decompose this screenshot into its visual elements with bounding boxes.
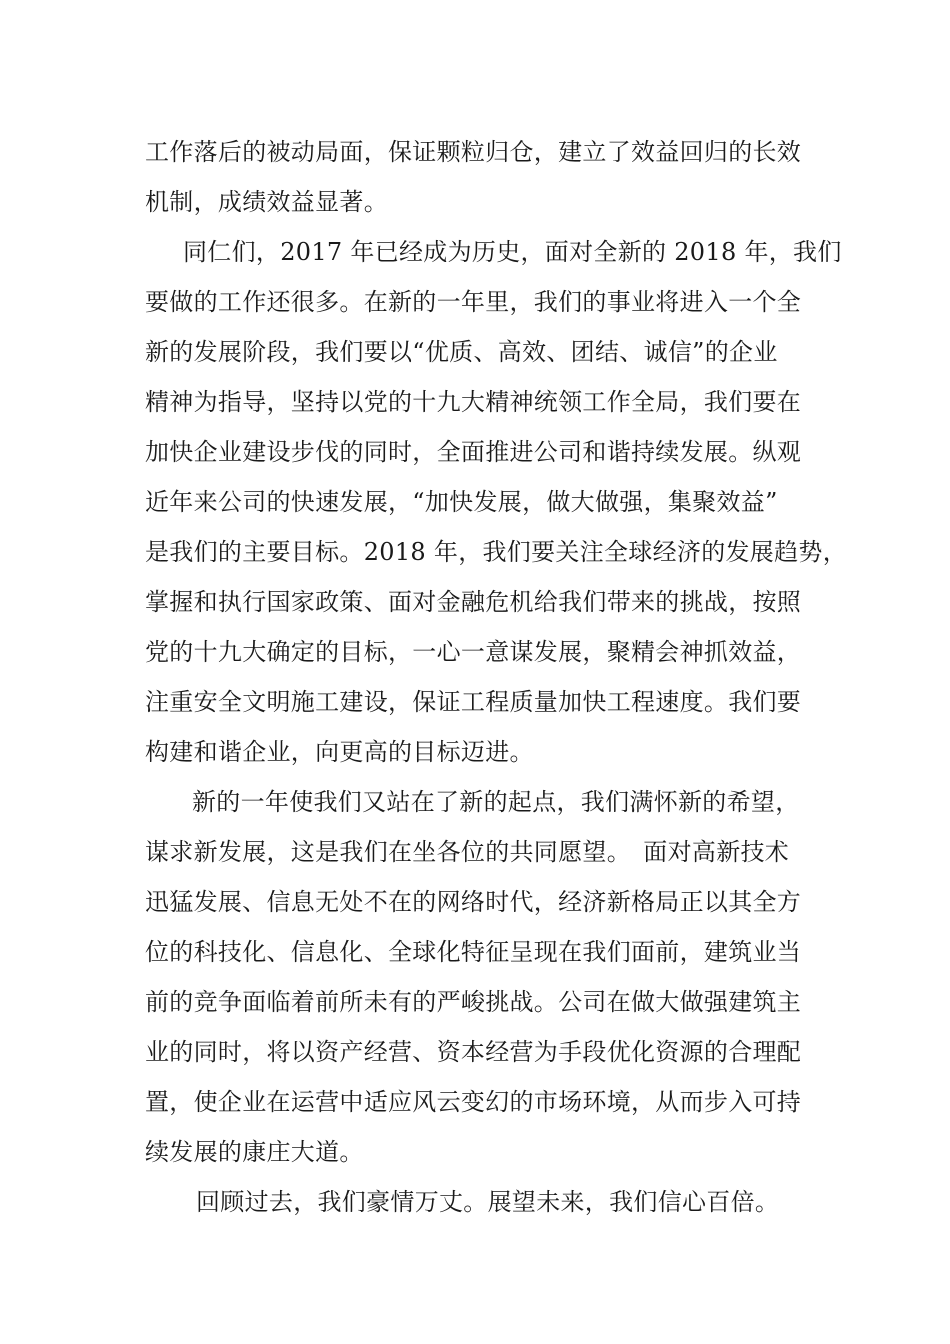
paragraph-start-line: 回顾过去，我们豪情万丈。展望未来，我们信心百倍。: [196, 1188, 780, 1216]
text-line: 要做的工作还很多。在新的一年里，我们的事业将进入一个全: [145, 288, 802, 316]
text-line: 是我们的主要目标。2018 年，我们要关注全球经济的发展趋势，: [145, 538, 848, 566]
text-line: 构建和谐企业，向更高的目标迈进。: [145, 738, 534, 766]
text-line: 工作落后的被动局面，保证颗粒归仓，建立了效益回归的长效: [145, 138, 802, 166]
paragraph-start-line: 同仁们，2017 年已经成为历史，面对全新的 2018 年，我们: [183, 238, 842, 266]
text-line: 续发展的康庄大道。: [145, 1138, 364, 1166]
text-line: 前的竞争面临着前所未有的严峻挑战。公司在做大做强建筑主: [145, 988, 802, 1016]
text-line: 加快企业建设步伐的同时，全面推进公司和谐持续发展。纵观: [145, 438, 802, 466]
text-line: 注重安全文明施工建设，保证工程质量加快工程速度。我们要: [145, 688, 802, 716]
text-line: 近年来公司的快速发展，“加快发展，做大做强，集聚效益”: [145, 488, 778, 516]
text-line: 置，使企业在运营中适应风云变幻的市场环境，从而步入可持: [145, 1088, 802, 1116]
text-line: 新的发展阶段，我们要以“优质、高效、团结、诚信”的企业: [145, 338, 778, 366]
text-line: 机制，成绩效益显著。: [145, 188, 388, 216]
text-line: 谋求新发展，这是我们在坐各位的共同愿望。 面对高新技术: [145, 838, 790, 866]
text-line: 位的科技化、信息化、全球化特征呈现在我们面前，建筑业当: [145, 938, 802, 966]
text-line: 迅猛发展、信息无处不在的网络时代，经济新格局正以其全方: [145, 888, 802, 916]
text-line: 业的同时，将以资产经营、资本经营为手段优化资源的合理配: [145, 1038, 802, 1066]
text-line: 党的十九大确定的目标，一心一意谋发展，聚精会神抓效益，: [145, 638, 802, 666]
text-line: 掌握和执行国家政策、面对金融危机给我们带来的挑战，按照: [145, 588, 802, 616]
paragraph-start-line: 新的一年使我们又站在了新的起点，我们满怀新的希望，: [192, 788, 800, 816]
text-line: 精神为指导，坚持以党的十九大精神统领工作全局，我们要在: [145, 388, 802, 416]
